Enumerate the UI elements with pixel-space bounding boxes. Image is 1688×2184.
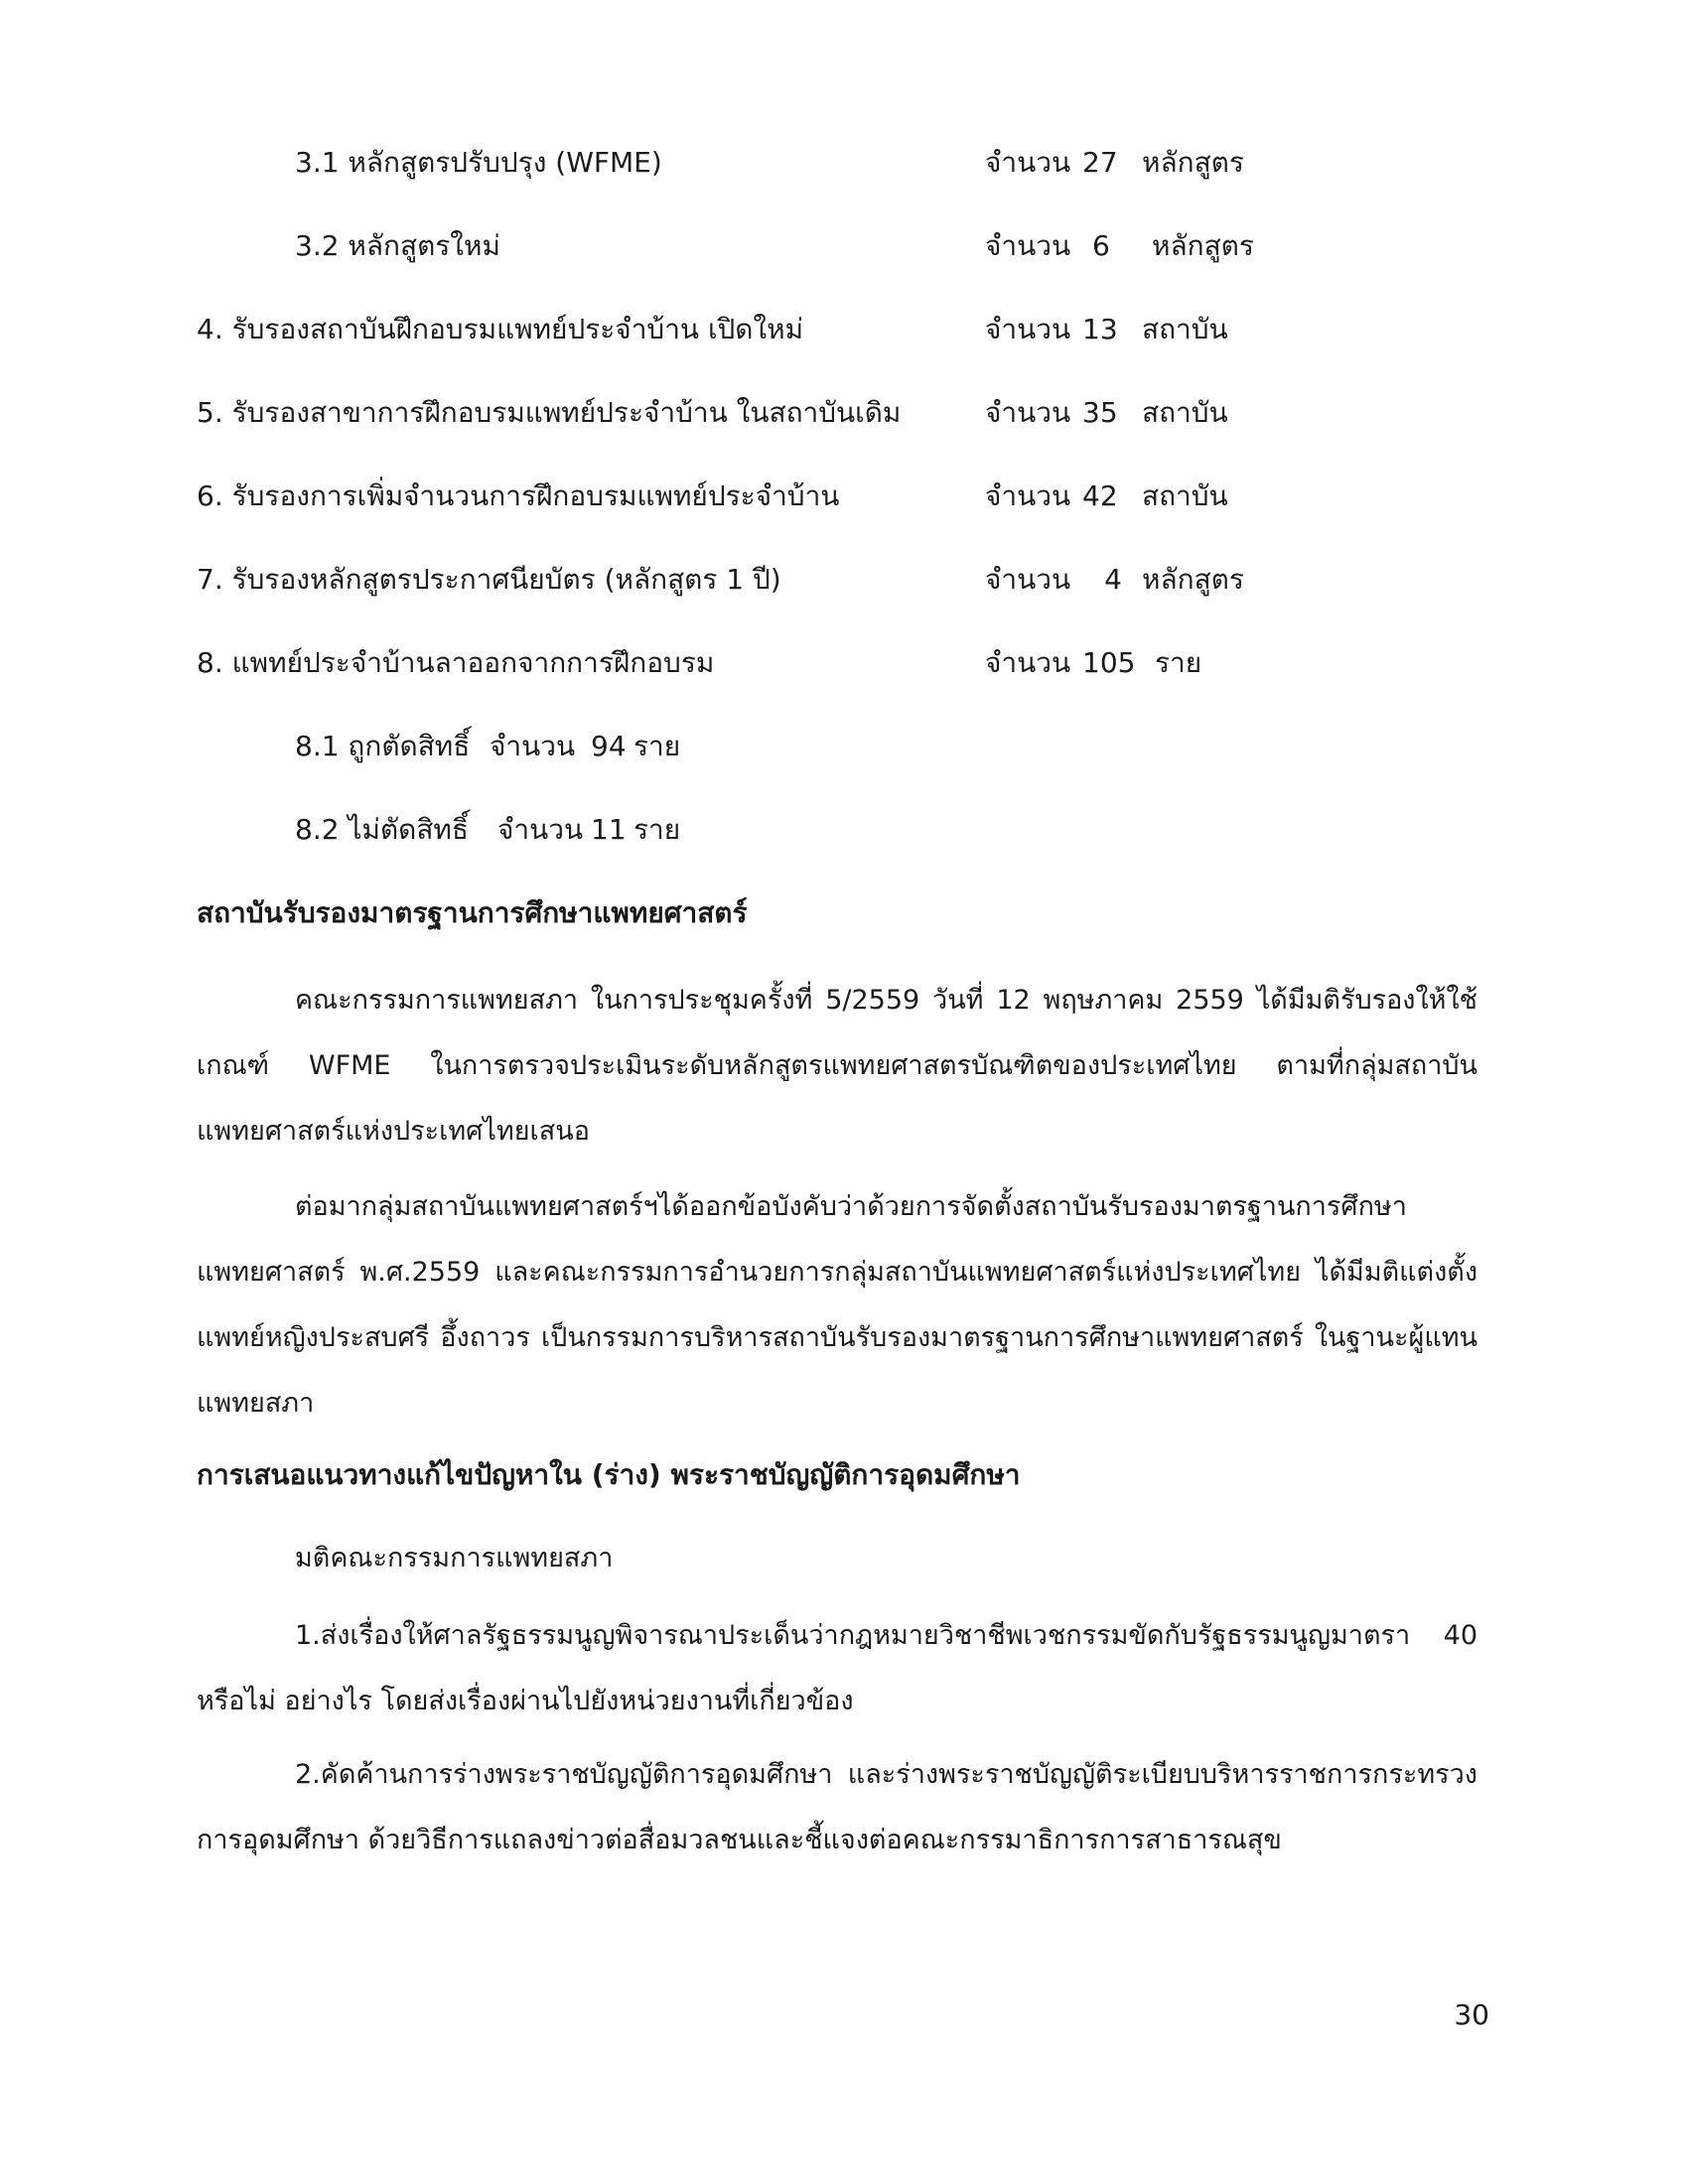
quantity-value: 94: [591, 730, 627, 762]
quantity-unit: ราย: [633, 813, 681, 846]
quantity-value: 13: [1082, 313, 1118, 345]
paragraph: คณะกรรมการแพทยสภา ในการประชุมครั้งที่ 5/2559 วันที่ 12 พฤษภาคม 2559 ได้มีมติรับรองให้ใช้เกณฑ์ WFME ในการตรวจประเมินระดับหลักสูตรแพทยศาสตรบัณฑิตของประเทศไทย ตามที่กลุ่มสถาบันแพทยศาสตร์แห่งประเทศไทยเสนอ: [197, 985, 1477, 1147]
quantity-value: 105: [1082, 646, 1136, 679]
quantity-unit: สถาบัน: [1142, 479, 1228, 512]
quantity-word: จำนวน: [985, 396, 1071, 429]
quantity-value: 6: [1092, 229, 1110, 262]
quantity-value: 11: [591, 813, 627, 846]
item-label: 7. รับรองหลักสูตรประกาศนียบัตร (หลักสูตร 1 ปี): [197, 563, 781, 596]
item-label: 4. รับรองสถาบันฝึกอบรมแพทย์ประจำบ้าน เปิดใหม่: [197, 313, 804, 345]
list-sub-item: [0, 717, 1688, 776]
list-item: [0, 467, 1688, 526]
quantity-unit: หลักสูตร: [1142, 563, 1244, 596]
quantity-unit: หลักสูตร: [1142, 146, 1244, 179]
quantity-word: จำนวน: [985, 146, 1071, 179]
quantity-word: จำนวน: [985, 563, 1071, 596]
section-heading: การเสนอแนวทางแก้ไขปัญหาใน (ร่าง) พระราชบัญญัติการอุดมศึกษา: [197, 1458, 1021, 1491]
item-label: 3.2 หลักสูตรใหม่: [295, 229, 500, 262]
sub-item-label: 8.1 ถูกตัดสิทธิ์: [295, 730, 471, 762]
quantity-value: 42: [1082, 479, 1118, 512]
item-label: 5. รับรองสาขาการฝึกอบรมแพทย์ประจำบ้าน ในสถาบันเดิม: [197, 396, 902, 429]
page-number: 30: [1454, 1998, 1489, 2031]
quantity-word: จำนวน: [985, 479, 1071, 512]
quantity-value: 35: [1082, 396, 1118, 429]
list-item: [0, 216, 1688, 276]
quantity-word: จำนวน: [985, 313, 1071, 345]
quantity-unit: หลักสูตร: [1152, 229, 1254, 262]
sub-item-label: 8.2 ไม่ตัดสิทธิ์: [295, 813, 469, 846]
paragraph: 2.คัดค้านการร่างพระราชบัญญัติการอุดมศึกษา และร่างพระราชบัญญัติระเบียบบริหารราชการกระทรวงการอุดมศึกษา ด้วยวิธีการแถลงข่าวต่อสื่อมวลชนและชี้แจงต่อคณะกรรมาธิการการสาธารณสุข: [197, 1759, 1477, 1855]
resolution-label: มติคณะกรรมการแพทยสภา: [295, 1543, 614, 1573]
list-item: [0, 133, 1688, 193]
list-sub-item: [0, 800, 1688, 860]
quantity-unit: ราย: [1155, 646, 1202, 679]
paragraph: ต่อมากลุ่มสถาบันแพทยศาสตร์ฯได้ออกข้อบังคับว่าด้วยการจัดตั้งสถาบันรับรองมาตรฐานการศึกษาแพทยศาสตร์ พ.ศ.2559 และคณะกรรมการอำนวยการกลุ่มสถาบันแพทยศาสตร์แห่งประเทศไทย ได้มีมติแต่งตั้งแพทย์หญิงประสบศรี อึ้งถาวร เป็นกรรมการบริหารสถาบันรับรองมาตรฐานการศึกษาแพทยศาสตร์ ในฐานะผู้แทนแพทยสภา: [197, 1191, 1477, 1419]
quantity-word: จำนวน: [985, 229, 1071, 262]
item-label: 8. แพทย์ประจำบ้านลาออกจากการฝึกอบรม: [197, 646, 715, 679]
quantity-word: จำนวน: [497, 813, 584, 846]
quantity-word: จำนวน: [490, 730, 576, 762]
quantity-unit: ราย: [633, 730, 681, 762]
quantity-value: 4: [1104, 563, 1122, 596]
item-label: 6. รับรองการเพิ่มจำนวนการฝึกอบรมแพทย์ประจำบ้าน: [197, 479, 840, 512]
quantity-word: จำนวน: [985, 646, 1071, 679]
quantity-unit: สถาบัน: [1142, 313, 1228, 345]
list-item: [0, 300, 1688, 359]
list-item: [0, 550, 1688, 610]
item-label: 3.1 หลักสูตรปรับปรุง (WFME): [295, 146, 662, 179]
paragraph: 1.ส่งเรื่องให้ศาลรัฐธรรมนูญพิจารณาประเด็นว่ากฎหมายวิชาชีพเวชกรรมขัดกับรัฐธรรมนูญมาตรา 40 หรือไม่ อย่างไร โดยส่งเรื่องผ่านไปยังหน่วยงานที่เกี่ยวข้อง: [197, 1620, 1477, 1716]
section-heading: สถาบันรับรองมาตรฐานการศึกษาแพทยศาสตร์: [197, 896, 748, 929]
list-item: [0, 633, 1688, 693]
quantity-unit: สถาบัน: [1142, 396, 1228, 429]
quantity-value: 27: [1082, 146, 1118, 179]
list-item: [0, 383, 1688, 443]
